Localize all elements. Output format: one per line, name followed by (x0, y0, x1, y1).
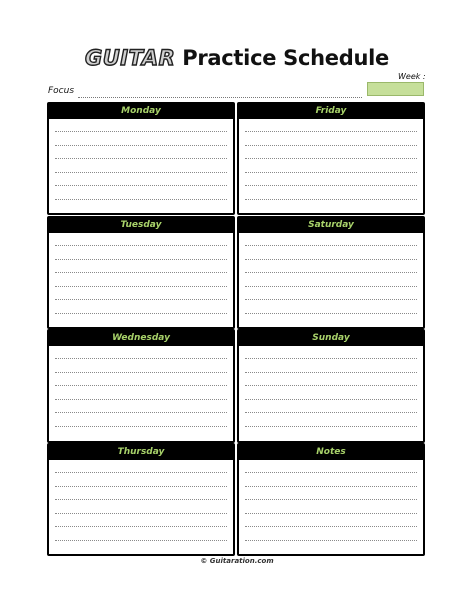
writing-line[interactable] (245, 131, 417, 132)
panel-tuesday (47, 216, 235, 329)
writing-line[interactable] (55, 385, 227, 386)
writing-line[interactable] (245, 185, 417, 186)
writing-lines[interactable] (49, 460, 233, 554)
focus-line[interactable] (78, 97, 362, 98)
writing-line[interactable] (55, 145, 227, 146)
title-text: Practice Schedule (182, 46, 389, 70)
writing-line[interactable] (55, 472, 227, 473)
writing-line[interactable] (245, 158, 417, 159)
writing-line[interactable] (55, 199, 227, 200)
panel-header-friday: Friday (239, 104, 423, 119)
title-brand: GUITAR (85, 46, 176, 70)
panel-header-thursday: Thursday (49, 445, 233, 460)
writing-line[interactable] (245, 513, 417, 514)
writing-line[interactable] (245, 145, 417, 146)
panel-header-monday: Monday (49, 104, 233, 119)
panel-header-sunday: Sunday (239, 331, 423, 346)
writing-line[interactable] (55, 499, 227, 500)
writing-line[interactable] (245, 272, 417, 273)
panel-header-saturday: Saturday (239, 218, 423, 233)
writing-line[interactable] (245, 245, 417, 246)
writing-line[interactable] (245, 385, 417, 386)
footer-copyright: © Guitaration.com (200, 557, 274, 565)
writing-line[interactable] (245, 540, 417, 541)
writing-line[interactable] (55, 172, 227, 173)
panel-saturday (237, 216, 425, 329)
panel-header-notes: Notes (239, 445, 423, 460)
writing-lines[interactable] (49, 119, 233, 213)
writing-line[interactable] (245, 472, 417, 473)
writing-line[interactable] (245, 299, 417, 300)
writing-line[interactable] (55, 540, 227, 541)
panel-header-wednesday: Wednesday (49, 331, 233, 346)
writing-line[interactable] (245, 486, 417, 487)
writing-line[interactable] (245, 412, 417, 413)
panel-sunday (237, 329, 425, 443)
panel-wednesday (47, 329, 235, 443)
writing-line[interactable] (245, 399, 417, 400)
panel-notes (237, 443, 425, 556)
week-input[interactable] (367, 82, 424, 96)
writing-line[interactable] (245, 259, 417, 260)
writing-lines[interactable] (239, 346, 423, 441)
writing-line[interactable] (245, 358, 417, 359)
writing-line[interactable] (55, 272, 227, 273)
writing-line[interactable] (55, 158, 227, 159)
writing-line[interactable] (55, 426, 227, 427)
writing-line[interactable] (55, 513, 227, 514)
writing-line[interactable] (55, 412, 227, 413)
writing-line[interactable] (55, 399, 227, 400)
writing-line[interactable] (55, 313, 227, 314)
writing-line[interactable] (55, 526, 227, 527)
writing-line[interactable] (55, 358, 227, 359)
week-label: Week : (398, 72, 426, 81)
writing-line[interactable] (55, 259, 227, 260)
page-title (0, 46, 474, 70)
writing-lines[interactable] (239, 233, 423, 327)
writing-lines[interactable] (49, 346, 233, 441)
writing-lines[interactable] (239, 460, 423, 554)
writing-lines[interactable] (239, 119, 423, 213)
writing-line[interactable] (245, 286, 417, 287)
writing-line[interactable] (245, 372, 417, 373)
writing-line[interactable] (245, 199, 417, 200)
writing-lines[interactable] (49, 233, 233, 327)
writing-line[interactable] (245, 426, 417, 427)
writing-line[interactable] (245, 526, 417, 527)
writing-line[interactable] (55, 372, 227, 373)
focus-label: Focus (48, 86, 75, 96)
panel-friday (237, 102, 425, 215)
panel-thursday (47, 443, 235, 556)
writing-line[interactable] (55, 286, 227, 287)
writing-line[interactable] (55, 185, 227, 186)
writing-line[interactable] (55, 131, 227, 132)
writing-line[interactable] (245, 499, 417, 500)
writing-line[interactable] (245, 172, 417, 173)
writing-line[interactable] (55, 299, 227, 300)
writing-line[interactable] (55, 486, 227, 487)
writing-line[interactable] (55, 245, 227, 246)
panel-header-tuesday: Tuesday (49, 218, 233, 233)
writing-line[interactable] (245, 313, 417, 314)
panel-monday (47, 102, 235, 215)
